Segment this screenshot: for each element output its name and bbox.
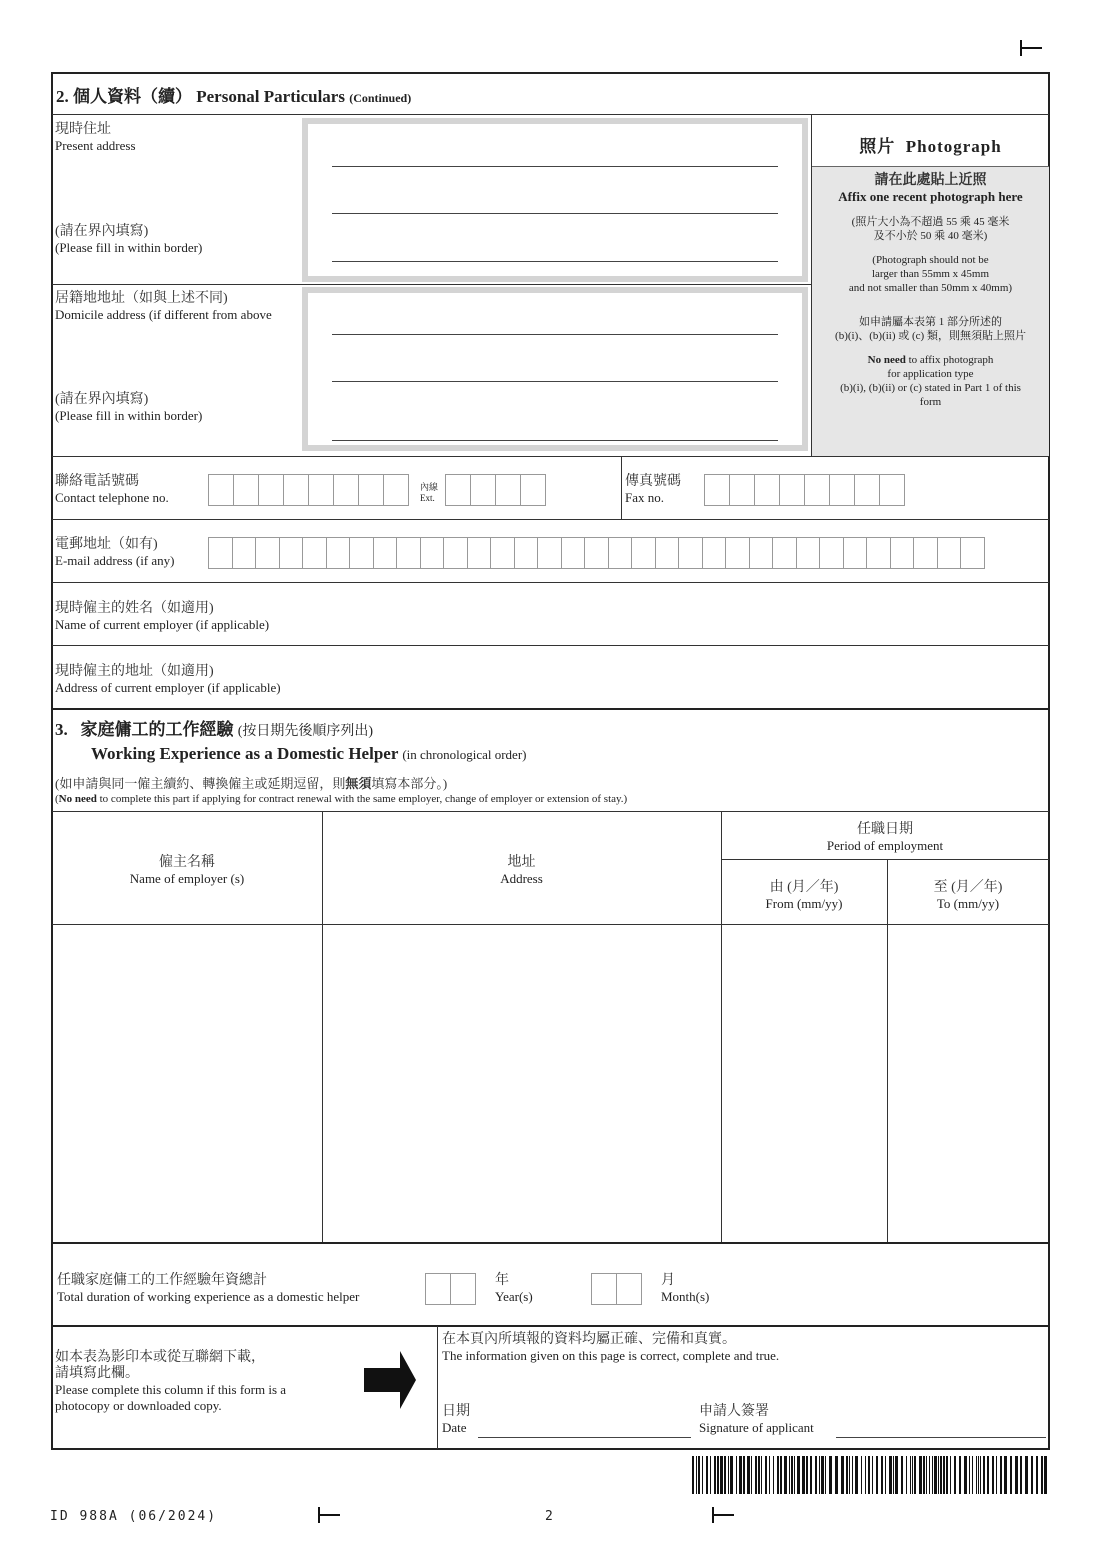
present-address-hint: (請在界內填寫) (Please fill in within border) xyxy=(55,224,203,255)
telephone-input[interactable] xyxy=(208,474,408,506)
telephone-label: 聯絡電話號碼 Contact telephone no. xyxy=(55,474,169,505)
date-input[interactable] xyxy=(478,1437,691,1438)
col-period-header: 任職日期 Period of employment xyxy=(826,822,944,853)
current-employer-address-label: 現時僱主的地址（如適用) Address of current employer (if applicable) xyxy=(55,664,281,695)
domicile-address-hint: (請在界內填寫) (Please fill in within border) xyxy=(55,392,203,423)
months-label: 月 Month(s) xyxy=(661,1273,710,1304)
arrow-right-icon xyxy=(364,1351,416,1409)
section3-note: (如申請與同一僱主續約、轉換僱主或延期逗留，則無須填寫本部分。) (No need to complete this part if applying for contract renewal with the same employer, change of employer or extension of stay.) xyxy=(55,776,628,805)
col-address-header: 地址 Address xyxy=(500,855,543,886)
fax-input[interactable] xyxy=(704,474,904,506)
extension-label: 內線 Ext. xyxy=(420,482,439,503)
present-address-input[interactable] xyxy=(302,118,808,282)
signature-label: 申請人簽署 Signature of applicant xyxy=(699,1404,814,1435)
registration-mark-bottom-left xyxy=(318,1507,340,1523)
photo-title: 照片 Photograph xyxy=(859,137,1002,156)
total-years-input[interactable] xyxy=(425,1273,475,1305)
current-employer-name-label: 現時僱主的姓名（如適用) Name of current employer (if applicable) xyxy=(55,601,270,632)
fax-label: 傳真號碼 Fax no. xyxy=(625,474,681,505)
registration-mark-bottom-right xyxy=(712,1507,734,1523)
years-label: 年 Year(s) xyxy=(495,1273,533,1304)
domicile-address-input[interactable] xyxy=(302,287,808,451)
extension-input[interactable] xyxy=(445,474,545,506)
from-date-cell[interactable] xyxy=(722,925,886,1241)
copy-instruction: 如本表為影印本或從互聯網下載， 請填寫此欄。 Please complete this column if this form is a photocopy or downloaded copy. xyxy=(55,1350,287,1413)
col-from-header: 由 (月／年) From (mm/yy) xyxy=(765,880,843,911)
total-duration-label: 任職家庭傭工的工作經驗年資總計 Total duration of working experience as a domestic helper xyxy=(57,1273,360,1304)
domicile-address-label: 居籍地地址（如與上述不同) Domicile address (if different from above xyxy=(55,291,272,322)
barcode xyxy=(692,1456,1050,1494)
current-employer-name-input[interactable] xyxy=(320,590,1040,638)
declaration-statement: 在本頁內所填報的資料均屬正確、完備和真實。 The information given on this page is correct, complete and true. xyxy=(442,1332,780,1363)
photo-instructions: 請在此處貼上近照 Affix one recent photograph here (照片大小為不超過 55 乘 45 毫米 及不小於 50 乘 40 毫米) (Photograph should not be larger than 55mm x 45mm and not smaller than 50mm x 40mm) 如申請屬本表第 1 部分所述的 (b)(i)、(b)(ii) 或 (c) 類，則無須貼上照片 No need to affix photograph for application type (b)(i), (b)(ii) or (c) stated in Part 1 of this form xyxy=(835,173,1026,408)
date-label: 日期 Date xyxy=(442,1404,470,1435)
employer-name-cell[interactable] xyxy=(53,925,321,1241)
col-employer-header: 僱主名稱 Name of employer (s) xyxy=(129,855,245,886)
employer-address-cell[interactable] xyxy=(323,925,720,1241)
present-address-label: 現時住址 Present address xyxy=(55,122,136,153)
total-months-input[interactable] xyxy=(591,1273,641,1305)
section3-title: 3. 家庭傭工的工作經驗 (按日期先後順序列出) Working Experience as a Domestic Helper (in chronological order) xyxy=(55,720,527,763)
to-date-cell[interactable] xyxy=(888,925,1048,1241)
registration-mark-top-right xyxy=(1020,40,1042,56)
col-to-header: 至 (月／年) To (mm/yy) xyxy=(933,880,1003,911)
current-employer-address-input[interactable] xyxy=(320,653,1040,701)
form-code: ID 988A (06/2024) xyxy=(50,1509,218,1524)
page-number: 2 xyxy=(545,1509,555,1524)
signature-input[interactable] xyxy=(836,1437,1046,1438)
section2-title: 2. 個人資料（續） Personal Particulars (Continued) xyxy=(56,87,412,106)
email-label: 電郵地址（如有) E-mail address (if any) xyxy=(55,537,175,568)
email-input[interactable] xyxy=(208,537,984,569)
